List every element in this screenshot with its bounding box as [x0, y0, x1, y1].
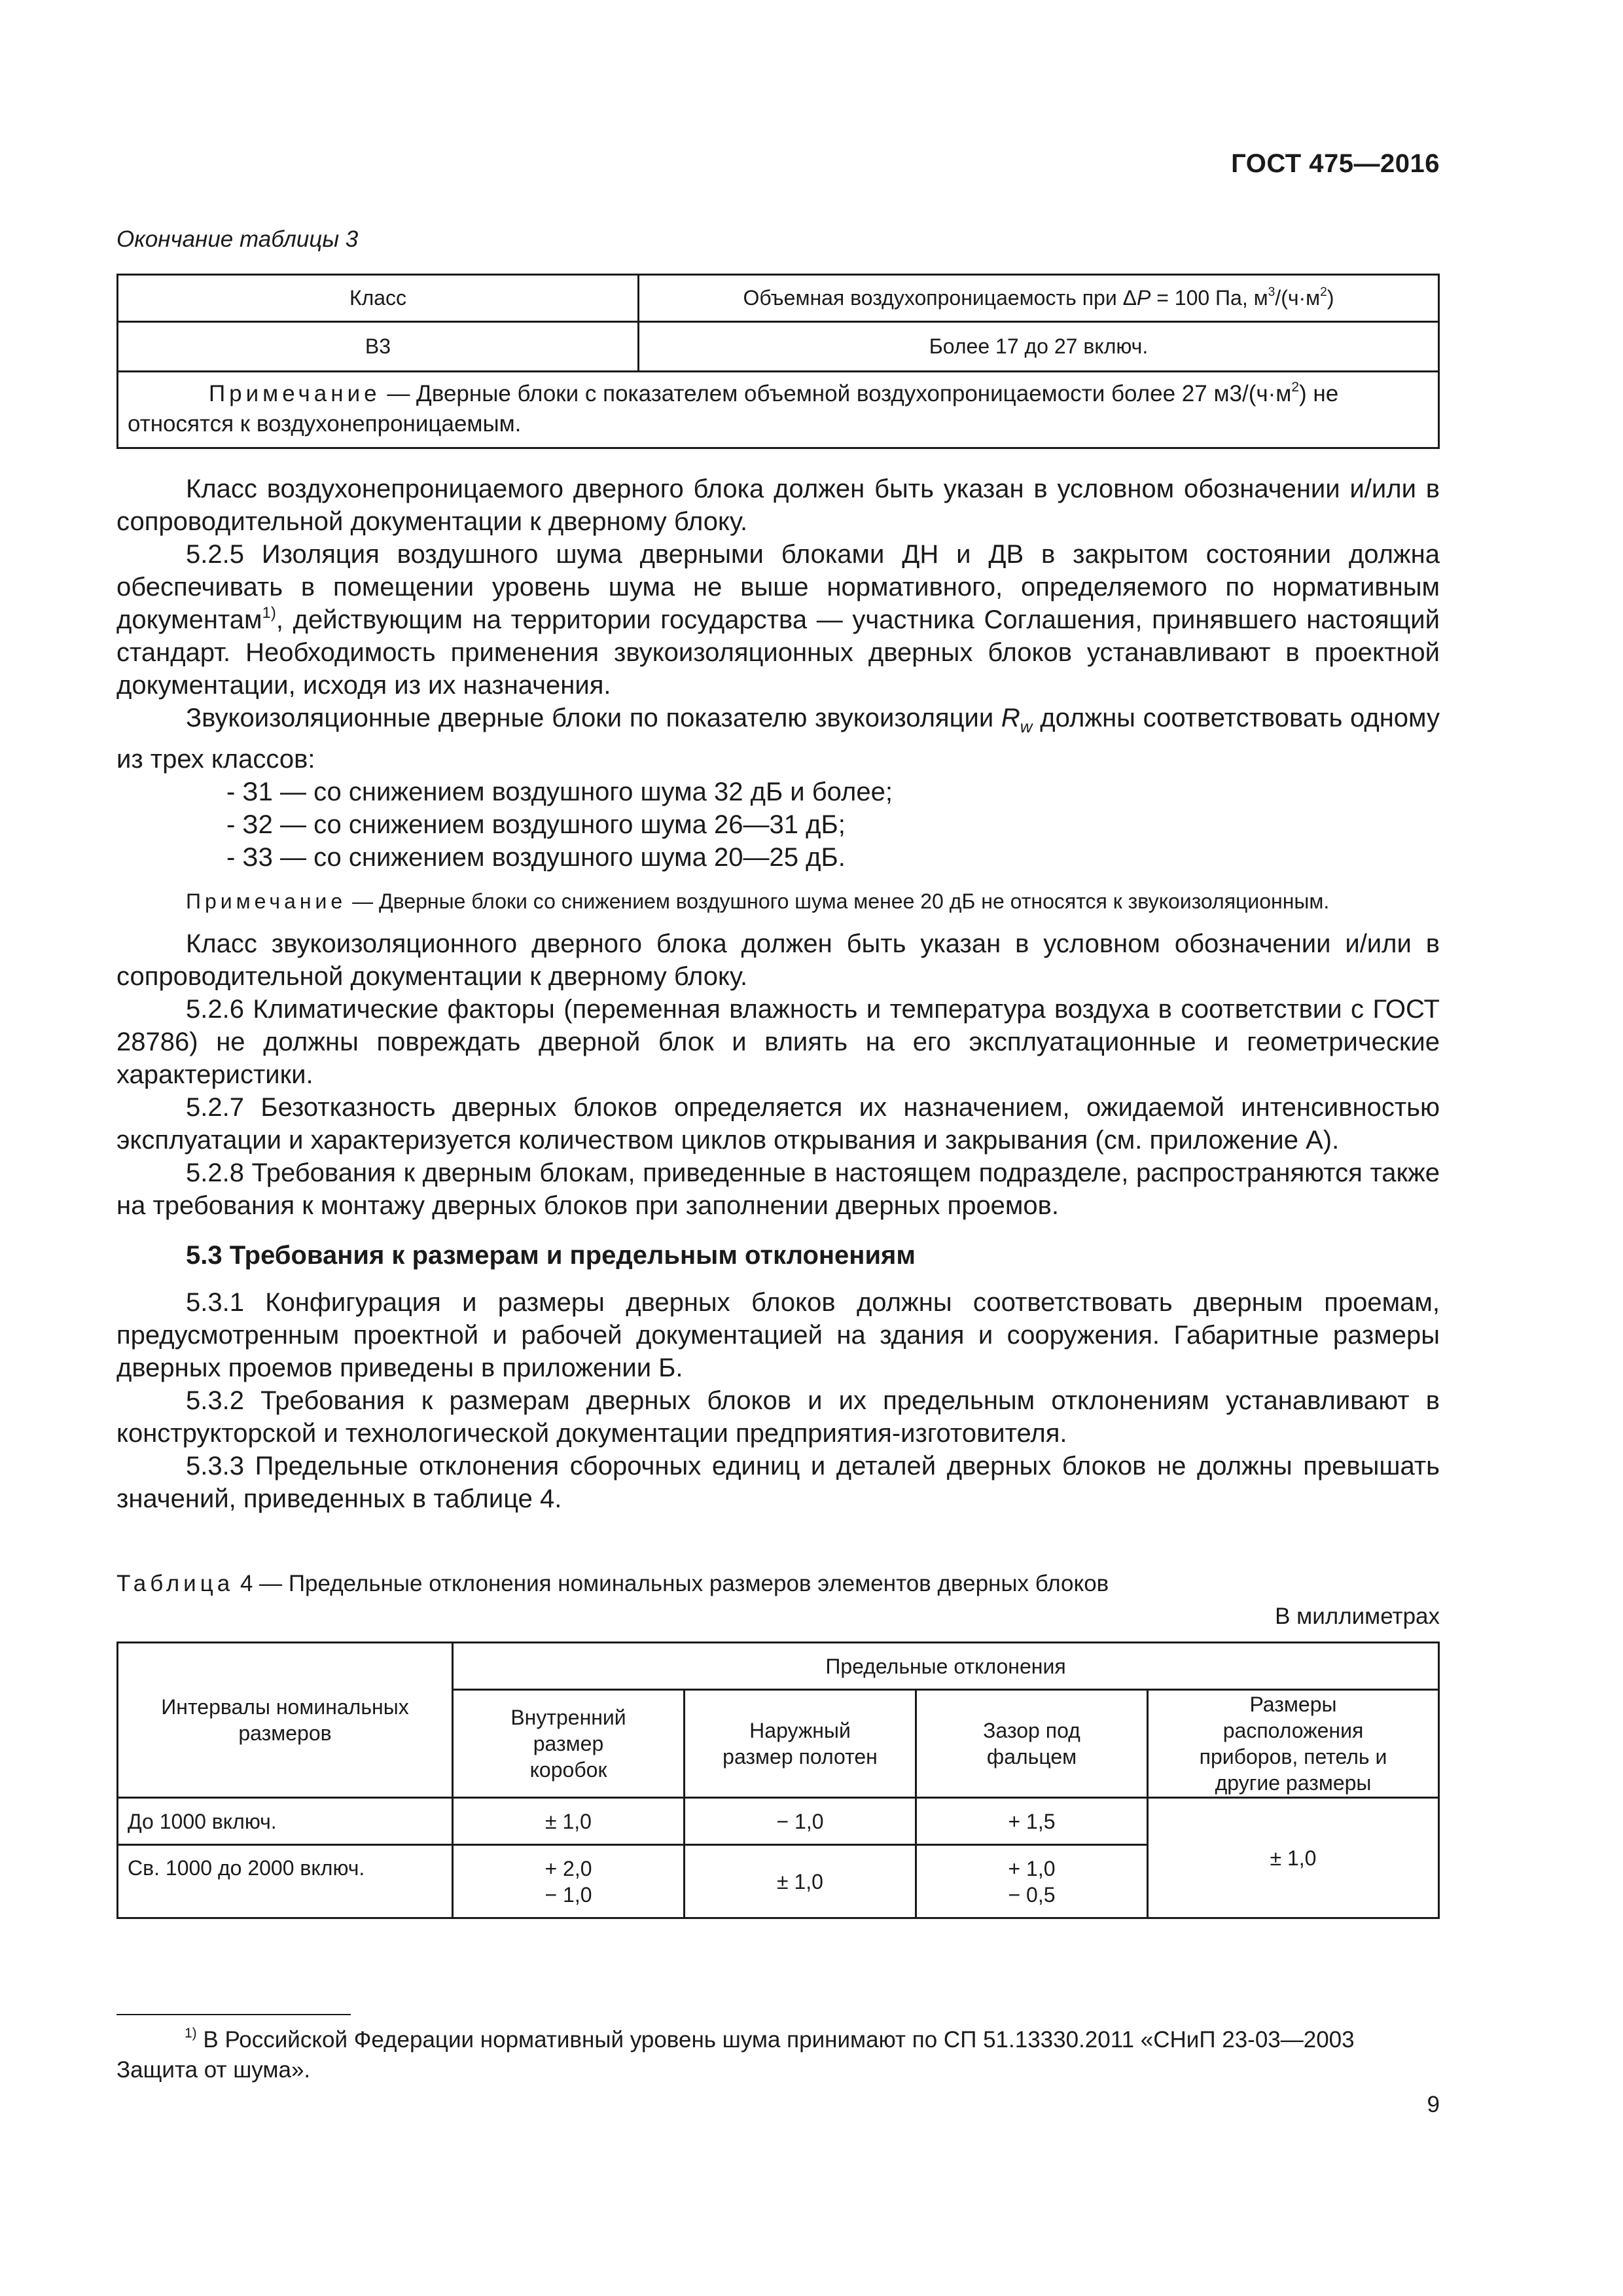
footnote-divider	[116, 2014, 351, 2015]
footnote: $^{1)}$ В Российской Федерации нормативный уровень шума принимают по СП 51.13330.2011 «СНиП 23-03—2003 Защита от шума».	[116, 2026, 1355, 2083]
table4-cell-inner: ± 1,0	[453, 1798, 685, 1845]
table3-header-row	[118, 275, 1439, 322]
table4-header-inner: Внутренний размер коробок	[453, 1690, 685, 1798]
table4-header-other: Размеры расположения приборов, петель и другие размеры	[1148, 1690, 1439, 1798]
paragraph-5-3-1: 5.3.1 Конфигурация и размеры дверных блоков должны соответствовать дверным проемам, предусмотренным проектной и рабочей документацией на здания и сооружения. Габаритные размеры дверных проемов приведены в приложении Б.	[116, 1288, 1440, 1382]
page-number: 9	[1427, 2092, 1440, 2117]
table4-cell-inner: + 2,0 − 1,0	[453, 1845, 685, 1918]
paragraph: Класс воздухонепроницаемого дверного блока должен быть указан в условном обозначении и/или в сопроводительной документации к дверному блоку.	[116, 475, 1440, 536]
list-item: - З1 — со снижением воздушного шума 32 дБ и более;	[226, 778, 893, 806]
table4-header-group: Предельные отклонения	[453, 1643, 1439, 1690]
table-row	[118, 1798, 1439, 1845]
table4-cell-interval: До 1000 включ.	[118, 1798, 453, 1845]
table3-caption: Окончание таблицы 3	[116, 226, 359, 252]
table3-header-class: Класс	[118, 275, 639, 322]
note: Примечание — Дверные блоки со снижением воздушного шума менее 20 дБ не относятся к звукоизоляционным.	[186, 889, 1330, 913]
paragraph-5-2-8: 5.2.8 Требования к дверным блокам, приведенные в настоящем подразделе, распространяются также на требования к монтажу дверных блоков при заполнении дверных проемов.	[116, 1158, 1440, 1220]
list-item: - З2 — со снижением воздушного шума 26—31 дБ;	[226, 810, 846, 839]
paragraph-5-2-5: 5.2.5 Изоляция воздушного шума дверными блоками ДН и ДВ в закрытом состоянии должна обеспечивать в помещении уровень шума не выше нормативного, определяемого по нормативным документам$^{1)}$, действующим на территории государства — участника Соглашения, принявшего настоящий стандарт. Необходимость применения звукоизоляционных дверных блоков устанавливают в проектной документации, исходя из их назначения.	[116, 540, 1440, 700]
table3-note: Примечание — Дверные блоки с показателем объемной воздухопроницаемости более 27 $м3/(ч\cdot м^2)$ не относятся к воздухонепроницаемым.	[118, 372, 1439, 448]
body-text	[116, 473, 1440, 1515]
list-item: - З3 — со снижением воздушного шума 20—25 дБ.	[226, 843, 846, 872]
table4-cell-interval: Св. 1000 до 2000 включ.	[118, 1845, 453, 1918]
paragraph-5-2-6: 5.2.6 Климатические факторы (переменная влажность и температура воздуха в соответствии с ГОСТ 28786) не должны повреждать дверной блок и влиять на его эксплуатационные и геометрические характеристики.	[116, 995, 1440, 1089]
table3-cell-value: Более 17 до 27 включ.	[639, 322, 1439, 372]
table4-caption: Таблица 4 — Предельные отклонения номинальных размеров элементов дверных блоков	[116, 1571, 1109, 1596]
table4-cell-gap: + 1,5	[916, 1798, 1148, 1845]
table3-header-permeability: Объемная воздухопроницаемость при ΔP = 100 Па, $м^3/(ч\cdot м^2)$	[639, 275, 1439, 322]
table4-cell-outer: ± 1,0	[685, 1845, 916, 1918]
table4-cell-outer: − 1,0	[685, 1798, 916, 1845]
section-heading: 5.3 Требования к размерам и предельным отклонениям	[186, 1241, 916, 1270]
table4-header-gap: Зазор под фальцем	[916, 1690, 1148, 1798]
table3-cell-class: В3	[118, 322, 639, 372]
table4-cell-other: ± 1,0	[1148, 1798, 1439, 1918]
table-row	[118, 322, 1439, 372]
table4-units: В миллиметрах	[1275, 1604, 1440, 1629]
paragraph-5-2-7: 5.2.7 Безотказность дверных блоков определяется их назначением, ожидаемой интенсивностью эксплуатации и характеризуется количеством циклов открывания и закрывания (см. приложение А).	[116, 1093, 1440, 1155]
paragraph-5-3-2: 5.3.2 Требования к размерам дверных блоков и их предельным отклонениям устанавливают в конструкторской и технологической документации предприятия-изготовителя.	[116, 1386, 1440, 1448]
table4-header-intervals: Интервалы номинальных размеров	[118, 1643, 453, 1798]
table4-header-row	[118, 1643, 1439, 1690]
table4-header-outer: Наружный размер полотен	[685, 1690, 916, 1798]
paragraph: Класс звукоизоляционного дверного блока должен быть указан в условном обозначении и/или в сопроводительной документации к дверному блоку.	[116, 929, 1440, 991]
paragraph-5-3-3: 5.3.3 Предельные отклонения сборочных единиц и деталей дверных блоков не должны превышать значений, приведенных в таблице 4.	[116, 1452, 1440, 1513]
standard-code: ГОСТ 475—2016	[1231, 149, 1440, 178]
table3	[116, 274, 1440, 449]
table3-note-row	[118, 372, 1439, 448]
paragraph-sound-classes: Звукоизоляционные дверные блоки по показателю звукоизоляции $R_w$ должны соответствовать одному из трех классов:	[116, 704, 1440, 774]
table4	[116, 1641, 1440, 1919]
table4-cell-gap: + 1,0 − 0,5	[916, 1845, 1148, 1918]
